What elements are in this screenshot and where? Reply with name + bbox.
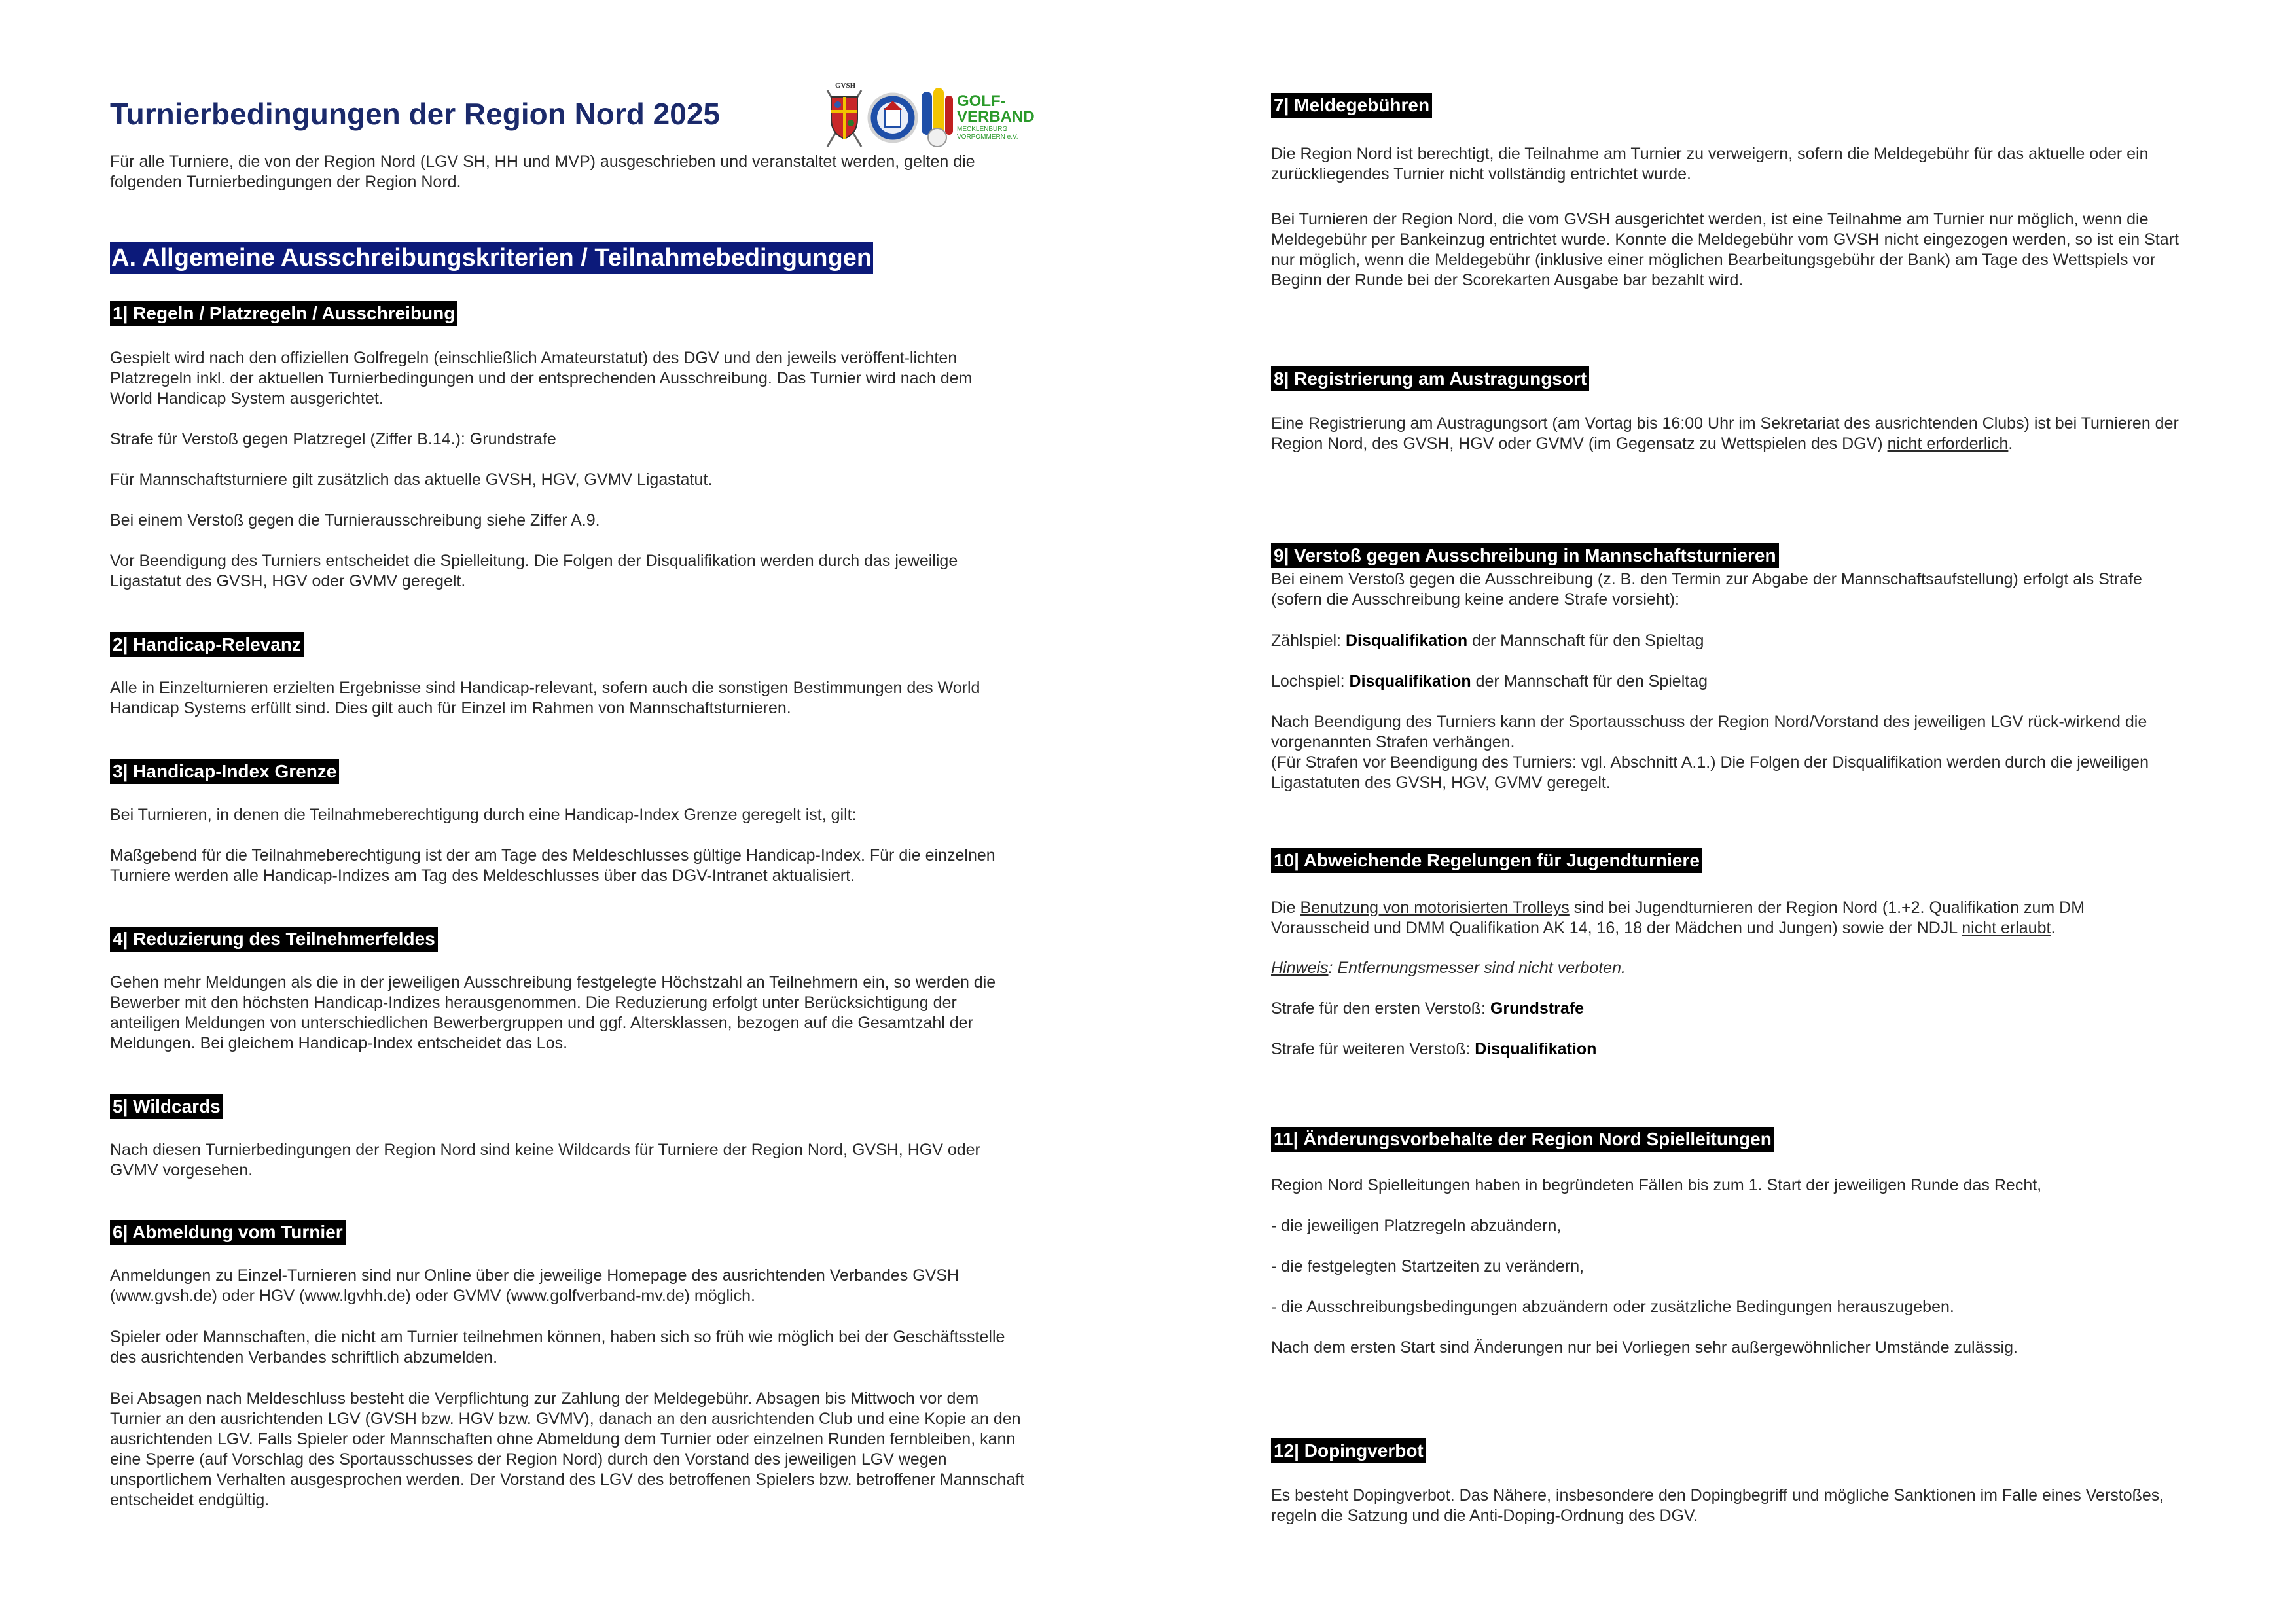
s9-p2-rest: der Mannschaft für den Spieltag: [1472, 632, 1704, 650]
s11-p1: Region Nord Spielleitungen haben in begründeten Fällen bis zum 1. Start der jeweiligen Runde das Recht,: [1271, 1176, 2042, 1194]
heading-1: 1| Regeln / Platzregeln / Ausschreibung: [110, 301, 457, 326]
s7-p2: Bei Turnieren der Region Nord, die vom GVSH ausgerichtet werden, ist eine Teilnahme am Turnier nur möglich, wenn die Meldegebühr per Bankeinzug entrichtet wurde. Konnte die Meldegebühr vom GVSH nicht eingezogen werden, so ist ein Start nur möglich, wenn die Meldegebühr (inklusive einer möglichen Bearbeitungsgebühr der Bank) am Tage des Wettspiels vor Beginn der Runde bei der Scorekarten Ausgabe bar bezahlt wird.: [1271, 210, 2179, 289]
s2-p1: Alle in Einzelturnieren erzielten Ergebnisse sind Handicap-relevant, sofern auch die sonstigen Bestimmungen des World Handicap Systems erfüllt sind. Dies gilt auch für Einzel im Rahmen von Mannschaftsturnieren.: [110, 679, 980, 717]
svg-text:GVSH: GVSH: [835, 82, 856, 90]
s6-p3: Bei Absagen nach Meldeschluss besteht die Verpflichtung zur Zahlung der Meldegebühr. Absagen bis Mittwoch vor dem Turnier an den ausrichtenden LGV (GVSH bzw. HGV bzw. GVMV), danach an den ausrichtenden Club und eine Kopie an den ausrichtenden LGV. Falls Spieler oder Mannschaften ohne Abmeldung dem Turnier oder einzelnen Runden fernbleiben, kann eine Sperre (auf Vorschlag des Sportausschusses der Region Nord) durch den Vorstand des jeweiligen LGV wegen unsportlichem Verhalten ausgesprochen werden. Der Vorstand des LGV des betroffenen Spielers bzw. betroffener Mannschaft entscheidet endgültig.: [110, 1389, 1025, 1509]
s8-text: Eine Registrierung am Austragungsort (am Vortag bis 16:00 Uhr im Sekretariat des ausrichtenden Clubs) ist bei Turnieren der Region Nord, des GVSH, HGV oder GVMV (im Gegensatz zu Wettspielen des DGV): [1271, 414, 2179, 453]
s11-p5: Nach dem ersten Start sind Änderungen nur bei Vorliegen sehr außergewöhnlicher Umstände zulässig.: [1271, 1338, 2018, 1357]
s11-p3: - die festgelegten Startzeiten zu verändern,: [1271, 1257, 1585, 1275]
svg-text:GOLF-: GOLF-: [957, 92, 1006, 110]
s9-p3: [1271, 671, 2187, 692]
s9-p3-rest: der Mannschaft für den Spieltag: [1475, 672, 1708, 690]
s1-p3: Für Mannschaftsturniere gilt zusätzlich das aktuelle GVSH, HGV, GVMV Ligastatut.: [110, 471, 713, 489]
s1-p4: Bei einem Verstoß gegen die Turnierausschreibung siehe Ziffer A.9.: [110, 511, 600, 529]
s11-p2: - die jeweiligen Platzregeln abzuändern,: [1271, 1217, 1562, 1235]
s9-p2-bold: Disqualifikation: [1345, 632, 1468, 650]
heading-9: 9| Verstoß gegen Ausschreibung in Mannschaftsturnieren: [1271, 543, 1779, 568]
s1-p5: Vor Beendigung des Turniers entscheidet die Spielleitung. Die Folgen der Disqualifikation werden durch das jeweilige Ligastatut des GVSH, HGV oder GVMV geregelt.: [110, 552, 958, 590]
heading-10: 10| Abweichende Regelungen für Jugendturniere: [1271, 848, 1702, 873]
intro-text: Für alle Turniere, die von der Region Nord (LGV SH, HH und MVP) ausgeschrieben und veranstaltet werden, gelten die folgenden Turnierbedingungen der Region Nord.: [110, 152, 975, 191]
heading-7: 7| Meldegebühren: [1271, 93, 1432, 118]
s10-end: .: [2051, 919, 2056, 937]
heading-3: 3| Handicap-Index Grenze: [110, 759, 339, 784]
s10-p3: [1271, 999, 2187, 1019]
s10-p3-bold: Grundstrafe: [1490, 999, 1584, 1018]
gvsh-seal: [827, 82, 861, 147]
svg-text:VERBAND: VERBAND: [957, 108, 1035, 126]
heading-5: 5| Wildcards: [110, 1094, 223, 1119]
s5-p1: Nach diesen Turnierbedingungen der Region Nord sind keine Wildcards für Turniere der Region Nord, GVSH, HGV oder GVMV vorgesehen.: [110, 1141, 980, 1179]
s9-p5: (Für Strafen vor Beendigung des Turniers: vgl. Abschnitt A.1.) Die Folgen der Disqualifikation werden durch die jeweiligen Ligastatuten des GVSH, HGV, GVMV geregelt.: [1271, 753, 2149, 792]
hgv-emblem: [869, 94, 916, 141]
s1-p1: Gespielt wird nach den offiziellen Golfregeln (einschließlich Amateurstatut) des DGV und den jeweils veröffent-lichten Platzregeln inkl. der aktuellen Turnierbedingungen und der entsprechenden Ausschreibung. Das Turnier wird nach dem World Handicap System ausgerichtet.: [110, 349, 973, 408]
s10-hint-text: : Entfernungsmesser sind nicht verboten.: [1328, 959, 1626, 977]
s3-p1: Bei Turnieren, in denen die Teilnahmeberechtigung durch eine Handicap-Index Grenze geregelt ist, gilt:: [110, 806, 857, 824]
s3-p2: Maßgebend für die Teilnahmeberechtigung ist der am Tage des Meldeschlusses gültige Handicap-Index. Für die einzelnen Turniere werden alle Handicap-Indizes am Tag des Meldeschlusses über das DGV-Intranet aktualisiert.: [110, 846, 996, 885]
s10-a: Die: [1271, 899, 1296, 917]
s10-p1: [1271, 898, 2187, 938]
heading-8: 8| Registrierung am Austragungsort: [1271, 366, 1589, 391]
s10-u1: Benutzung von motorisierten Trolleys: [1300, 899, 1570, 917]
svg-text:VORPOMMERN e.V.: VORPOMMERN e.V.: [957, 134, 1018, 141]
logo-group: [822, 79, 1035, 156]
s9-p2: [1271, 631, 2187, 651]
heading-6: 6| Abmeldung vom Turnier: [110, 1220, 346, 1245]
gvmv-logo: [922, 88, 1035, 147]
s9-p2-label: Zählspiel:: [1271, 632, 1341, 650]
s9-p3-label: Lochspiel:: [1271, 672, 1345, 690]
heading-2: 2| Handicap-Relevanz: [110, 632, 304, 657]
s9-p1: Bei einem Verstoß gegen die Ausschreibung (z. B. den Termin zur Abgabe der Mannschaftsaufstellung) erfolgt als Strafe (sofern die Ausschreibung keine andere Strafe vorsieht):: [1271, 570, 2142, 609]
s10-p2: [1271, 958, 2187, 978]
s10-p4-bold: Disqualifikation: [1475, 1040, 1597, 1058]
s11-p4: - die Ausschreibungsbedingungen abzuändern oder zusätzliche Bedingungen herauszugeben.: [1271, 1298, 1954, 1316]
s12-p1: Es besteht Dopingverbot. Das Nähere, insbesondere den Dopingbegriff und mögliche Sanktionen im Falle eines Verstoßes, regeln die Satzung und die Anti-Doping-Ordnung des DGV.: [1271, 1486, 2164, 1525]
s8-underlined: nicht erforderlich: [1887, 435, 2009, 453]
heading-12: 12| Dopingverbot: [1271, 1438, 1426, 1463]
s1-p2: Strafe für Verstoß gegen Platzregel (Ziffer B.14.): Grundstrafe: [110, 430, 556, 448]
s10-p4: [1271, 1039, 2187, 1060]
s10-b: sind bei Jugendturnieren der Region Nord (1.+2. Qualifikation zum DM Vorausscheid und DMM Qualifikation AK 14, 16, 18 der Mädchen und Jungen) sowie der NDJL: [1271, 899, 2085, 937]
association-logos: [822, 79, 1035, 156]
svg-text:MECKLENBURG: MECKLENBURG: [957, 126, 1008, 133]
heading-11: 11| Änderungsvorbehalte der Region Nord Spielleitungen: [1271, 1127, 1774, 1152]
s10-p4-label: Strafe für weiteren Verstoß:: [1271, 1040, 1471, 1058]
s4-p1: Gehen mehr Meldungen als die in der jeweiligen Ausschreibung festgelegte Höchstzahl an Teilnehmern ein, so werden die Bewerber mit den höchsten Handicap-Indizes herausgenommen. Die Reduzierung erfolgt unter Berücksichtigung der anteiligen Meldungen von unterschiedlichen Bewerbergruppen und ggf. Altersklassen, bezogen auf die Gesamtzahl der Meldungen. Bei gleichem Handicap-Index entscheidet das Los.: [110, 973, 996, 1052]
s10-u2: nicht erlaubt: [1962, 919, 2051, 937]
section-a-heading: A. Allgemeine Ausschreibungskriterien / Teilnahmebedingungen: [110, 242, 873, 274]
page-title: Turnierbedingungen der Region Nord 2025: [110, 97, 721, 131]
s6-p1: Anmeldungen zu Einzel-Turnieren sind nur Online über die jeweilige Homepage des ausrichtenden Verbandes GVSH (www.gvsh.de) oder HGV (www.lgvhh.de) oder GVMV (www.golfverband-mv.de) möglich.: [110, 1266, 960, 1305]
s8-end: .: [2008, 435, 2013, 453]
s8-p1: [1271, 414, 2187, 454]
s10-hint-label: Hinweis: [1271, 959, 1329, 977]
s9-p3-bold: Disqualifikation: [1349, 672, 1471, 690]
s6-p2: Spieler oder Mannschaften, die nicht am Turnier teilnehmen können, haben sich so früh wie möglich bei der Geschäftsstelle des ausrichtenden Verbandes schriftlich abzumelden.: [110, 1328, 1005, 1366]
s10-p3-label: Strafe für den ersten Verstoß:: [1271, 999, 1486, 1018]
s7-p1: Die Region Nord ist berechtigt, die Teilnahme am Turnier zu verweigern, sofern die Meldegebühr für das aktuelle oder ein zurückliegendes Turnier nicht vollständig entrichtet wurde.: [1271, 145, 2149, 183]
s9-p4: Nach Beendigung des Turniers kann der Sportausschuss der Region Nord/Vorstand des jeweiligen LGV rück-wirkend die vorgenannten Strafen verhängen.: [1271, 713, 2147, 751]
heading-4: 4| Reduzierung des Teilnehmerfeldes: [110, 927, 438, 952]
